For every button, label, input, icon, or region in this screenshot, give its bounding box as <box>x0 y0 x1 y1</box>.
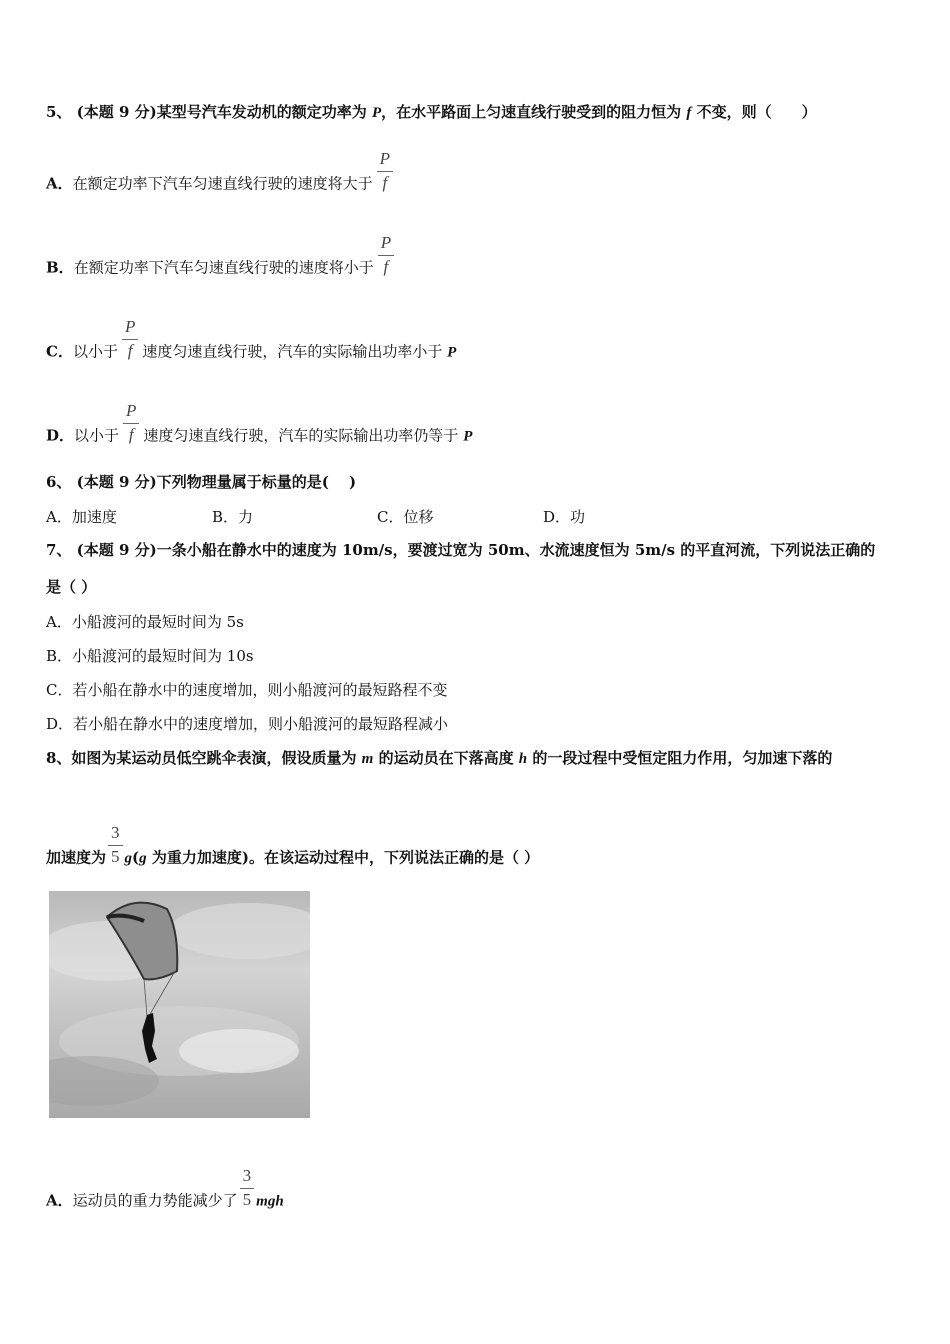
q5-option-d: D．以小于 $\frac{P}{f}$ 速度匀速直线行驶，汽车的实际输出功率仍等于 P <box>46 401 473 445</box>
fraction-three-fifths: $\frac{3}{5}$ <box>108 821 123 868</box>
fraction-p-over-f: $\frac{P}{f}$ <box>123 399 139 446</box>
q8-option-a: A．运动员的重力势能减少了 $\frac{3}{5}$ mgh <box>46 1166 284 1210</box>
q7-option-d: D．若小船在静水中的速度增加，则小船渡河的最短路程减小 <box>46 715 449 733</box>
q7-stem-line1: 7、 (本题 9 分)一条小船在静水中的速度为 10m/s，要渡过宽为 50m、水流速度恒为 5m/s 的平直河流，下列说法正确的 <box>46 541 876 559</box>
q6-option-d: D．功 <box>543 508 586 526</box>
q6-option-a: A．加速度 <box>46 508 117 526</box>
fraction-p-over-f: $\frac{P}{f}$ <box>378 231 394 278</box>
parachute-illustration <box>49 891 310 1118</box>
skydiver-photo <box>49 891 310 1118</box>
fraction-p-over-f: $\frac{P}{f}$ <box>377 147 393 194</box>
q6-option-b: B．力 <box>212 508 254 526</box>
q5-option-a: A．在额定功率下汽车匀速直线行驶的速度将大于 $\frac{P}{f}$ <box>46 161 397 208</box>
q7-option-a: A．小船渡河的最短时间为 5s <box>46 613 244 631</box>
fraction-p-over-f: $\frac{P}{f}$ <box>122 315 138 362</box>
q8-stem-line2: 加速度为 $\frac{3}{5}$ g(g 为重力加速度)。在该运动过程中，下列说法正确的是（ ） <box>46 823 540 867</box>
q7-option-c: C．若小船在静水中的速度增加，则小船渡河的最短路程不变 <box>46 681 448 699</box>
q8-stem-line1: 8、如图为某运动员低空跳伞表演，假设质量为 m 的运动员在下落高度 h 的一段过程中受恒定阻力作用，匀加速下落的 <box>46 749 833 767</box>
q6-options <box>46 506 906 526</box>
fraction-three-fifths: $\frac{3}{5}$ <box>240 1164 255 1211</box>
q6-stem: 6、 (本题 9 分)下列物理量属于标量的是( ) <box>46 473 357 491</box>
q6-option-c: C．位移 <box>377 508 434 526</box>
q5-option-c: C．以小于 $\frac{P}{f}$ 速度匀速直线行驶，汽车的实际输出功率小于 P <box>46 317 457 361</box>
q5-option-b: B．在额定功率下汽车匀速直线行驶的速度将小于 $\frac{P}{f}$ <box>46 245 398 292</box>
q5-stem: 5、 (本题 9 分)某型号汽车发动机的额定功率为 P，在水平路面上匀速直线行驶受到的阻力恒为 f 不变，则（ ） <box>46 103 817 121</box>
q7-stem-line2: 是（ ） <box>46 578 97 596</box>
q7-option-b: B．小船渡河的最短时间为 10s <box>46 647 254 665</box>
